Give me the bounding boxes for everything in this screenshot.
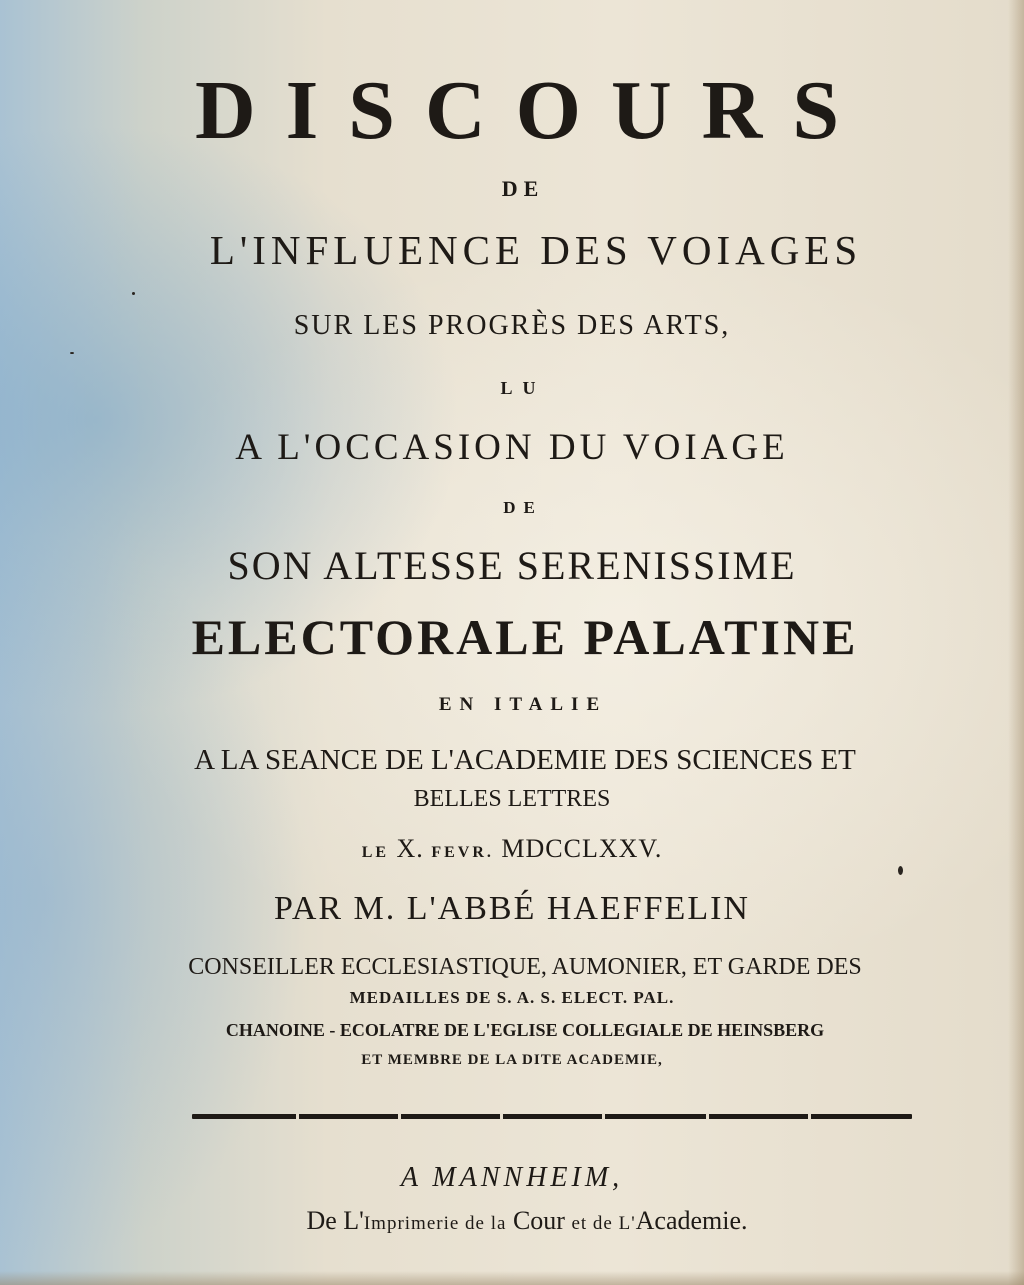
de-line-2: DE <box>503 498 543 517</box>
belles-lettres-line: BELLES LETTRES <box>413 786 611 812</box>
conseiller-line: CONSEILLER ECCLESIASTIQUE, AUMONIER, ET GARDE DES <box>188 954 862 980</box>
main-title: DISCOURS <box>194 64 870 157</box>
ornamental-rule <box>192 1114 912 1119</box>
rule-break <box>808 1113 811 1120</box>
date-le: LE <box>361 844 390 861</box>
chanoine-line: CHANOINE - ECOLATRE DE L'EGLISE COLLEGIALE DE HEINSBERG <box>225 1020 825 1040</box>
printer-et-de-l: et de L' <box>571 1213 636 1234</box>
ink-speck <box>898 866 903 875</box>
membre-line: ET MEMBRE DE LA DITE ACADEMIE, <box>361 1052 663 1068</box>
rule-break <box>500 1113 503 1120</box>
occasion-line: A L'OCCASION DU VOIAGE <box>235 427 789 468</box>
printer-cour: Cour <box>512 1206 565 1235</box>
de-line-1: DE <box>501 176 545 201</box>
date-month: FEVR. <box>431 844 494 861</box>
electorale-line: ELECTORALE PALATINE <box>191 609 859 665</box>
ink-speck <box>70 352 74 354</box>
printer-academie: Academie. <box>635 1206 748 1235</box>
medailles-line: MEDAILLES DE S. A. S. ELECT. PAL. <box>349 988 675 1007</box>
date-day: X. <box>396 834 424 863</box>
printer-de-l: De L' <box>306 1206 364 1235</box>
ink-speck <box>132 292 135 295</box>
altesse-line: SON ALTESSE SERENISSIME <box>227 543 797 588</box>
author-line: PAR M. L'ABBÉ HAEFFELIN <box>274 890 750 927</box>
page-edge-bottom <box>0 1271 1024 1285</box>
date-year: MDCCLXXV. <box>501 834 663 863</box>
subject-continuation: SUR LES PROGRÈS DES ARTS, <box>293 310 731 341</box>
rule-break <box>398 1113 401 1120</box>
seance-line: A LA SEANCE DE L'ACADEMIE DES SCIENCES ET <box>194 744 856 776</box>
imprint-city: A MANNHEIM, <box>400 1162 624 1193</box>
imprint-printer <box>0 1206 1024 1236</box>
printer-imprimerie: Imprimerie de la <box>363 1213 507 1234</box>
date-line <box>0 834 1024 864</box>
rule-break <box>296 1113 299 1120</box>
italie-line: EN ITALIE <box>438 694 608 715</box>
rule-break <box>602 1113 605 1120</box>
subject-line: L'INFLUENCE DES VOIAGES <box>209 227 863 273</box>
lu-line: LU <box>500 378 546 398</box>
rule-break <box>706 1113 709 1120</box>
